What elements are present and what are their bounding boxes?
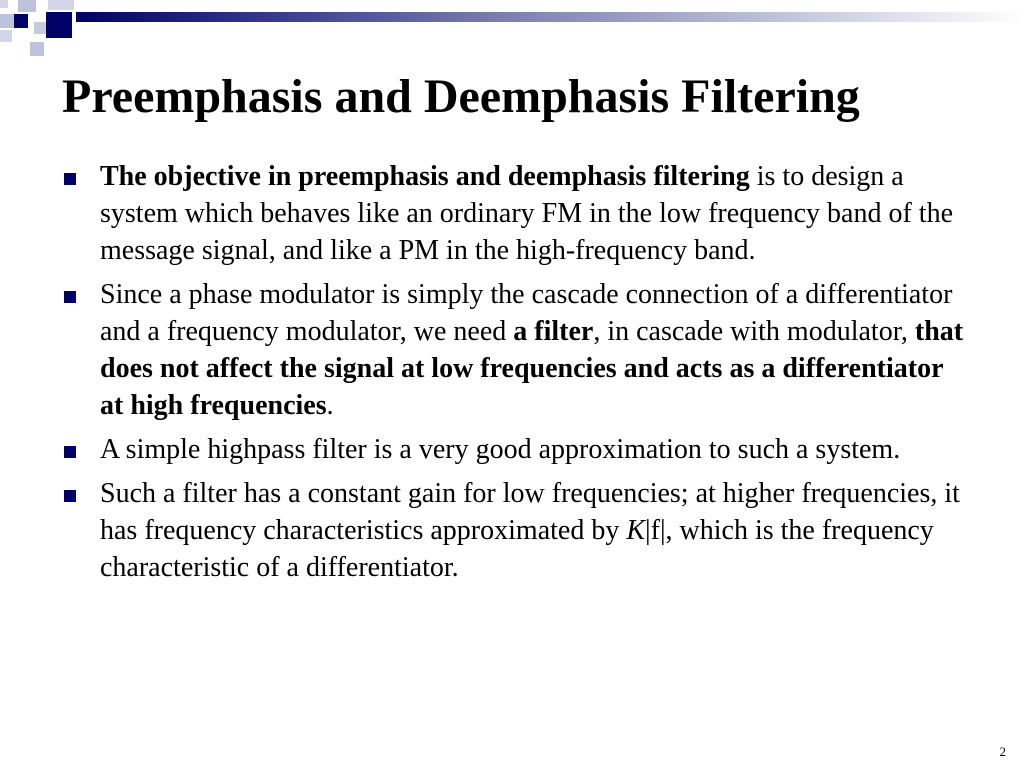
bullet-text: Since a phase modulator is simply the cascade connection of a differentiator and a frequency modulator, we need [100,279,953,347]
bullet-text: . [326,390,334,421]
bullet-text: A simple highpass filter is a very good approximation to such a system. [100,434,901,465]
bullet-text: , in cascade with modulator, [593,316,915,347]
corner-square [14,14,28,28]
emphasized-text: that does not affect the signal at low frequencies and acts as a differentiator at high frequencies [100,316,964,421]
bullet-text: |f|, which is the frequency characteristic of a differentiator. [100,515,934,583]
bullet-item [62,158,972,269]
corner-square [30,42,44,56]
square-bullet-icon [64,291,76,303]
corner-square [46,12,72,38]
corner-square [0,14,14,28]
corner-square [48,0,74,10]
bullet-text: Such a filter has a constant gain for low frequencies; at higher frequencies, it has frequency characteristics approximated by [100,478,960,546]
header-gradient-band [76,12,1024,22]
bullet-text: is to design a system which behaves like an ordinary FM in the low frequency band of the message signal, and like a PM in the high-frequency band. [100,161,954,266]
emphasized-text: The objective in preemphasis and deemphasis filtering [100,161,750,192]
emphasized-text: a filter [513,316,594,347]
italic-symbol: K [626,515,646,546]
corner-square [18,0,36,12]
bullet-item [62,475,972,586]
bullet-item [62,276,972,424]
page-number: 2 [999,744,1006,759]
corner-square [34,22,46,34]
corner-square [0,0,8,8]
slide-title: Preemphasis and Deemphasis Filtering [62,70,860,123]
square-bullet-icon [64,490,76,502]
bullet-list [62,158,972,593]
corner-square [0,30,12,42]
slide-corner-decoration [0,0,1024,60]
square-bullet-icon [64,173,76,185]
square-bullet-icon [64,446,76,458]
bullet-item [62,431,972,468]
